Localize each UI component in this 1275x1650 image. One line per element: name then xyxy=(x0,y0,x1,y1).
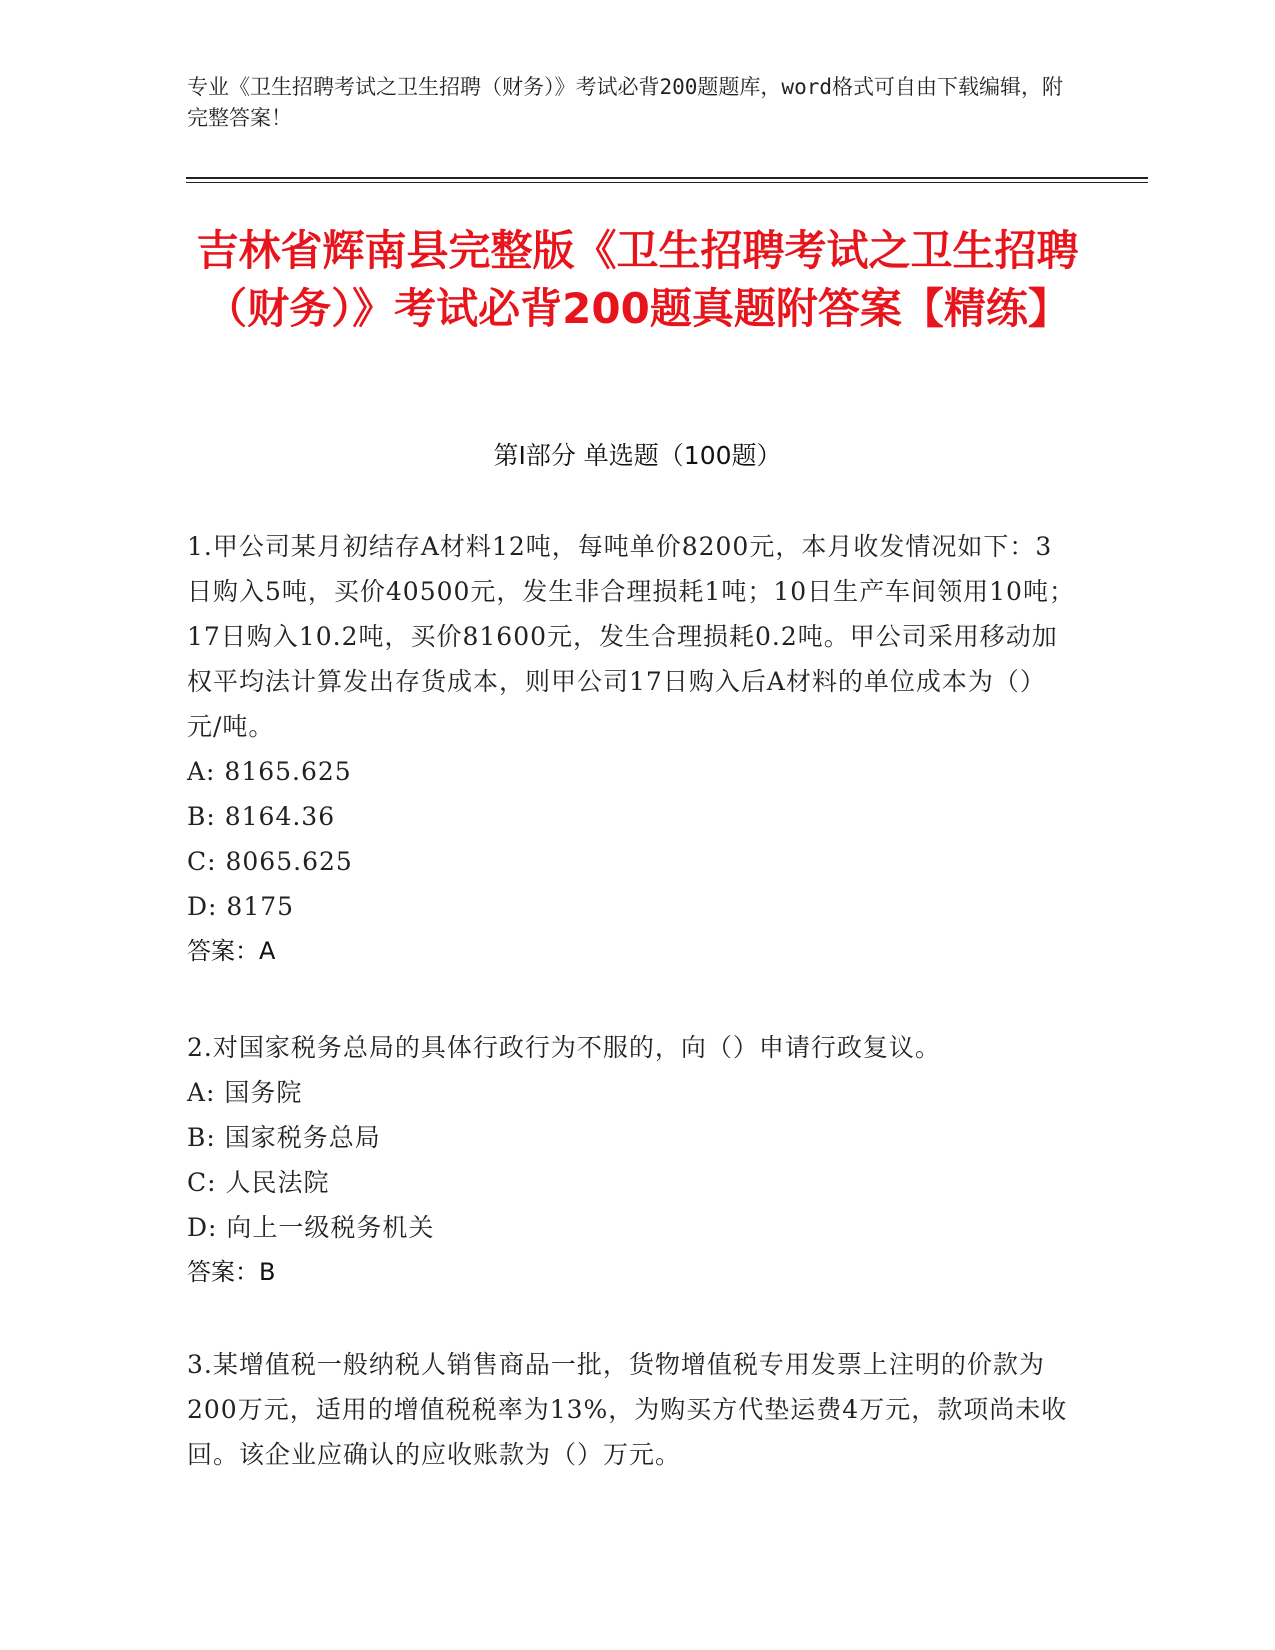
question-stem: 2.对国家税务总局的具体行政行为不服的，向（）申请行政复议。 xyxy=(187,1033,941,1062)
question-stem: 3.某增值税一般纳税人销售商品一批，货物增值税专用发票上注明的价款为200万元，适用的增值税税率为13%，为购买方代垫运费4万元，款项尚未收回。该企业应确认的应收账款为（）万元。 xyxy=(187,1350,1068,1469)
option-a: A: 8165.625 xyxy=(187,757,352,786)
question-stem: 1.甲公司某月初结存A材料12吨，每吨单价8200元，本月收发情况如下：3日购入5吨，买价40500元，发生非合理损耗1吨；10日生产车间领用10吨；17日购入10.2吨，买价81600元，发生合理损耗0.2吨。甲公司采用移动加权平均法计算发出存货成本，则甲公司17日购入后A材料的单位成本为（）元/吨。 xyxy=(187,532,1075,741)
question-3 xyxy=(187,1342,1077,1477)
question-1 xyxy=(187,524,1077,974)
section-heading: 第I部分 单选题（100题） xyxy=(493,441,782,470)
question-2 xyxy=(187,1025,1077,1295)
option-c: C: 人民法院 xyxy=(187,1168,330,1197)
option-c: C: 8065.625 xyxy=(187,847,353,876)
option-b: B: 8164.36 xyxy=(187,802,336,831)
answer-line: 答案：B xyxy=(187,1258,276,1286)
header-divider xyxy=(186,177,1148,179)
document-title: 吉林省辉南县完整版《卫生招聘考试之卫生招聘（财务）》考试必背200题真题附答案【精练】 xyxy=(196,226,1079,333)
header-divider-thin xyxy=(186,182,1148,183)
answer-line: 答案：A xyxy=(187,937,276,965)
option-d: D: 向上一级税务机关 xyxy=(187,1213,435,1242)
option-d: D: 8175 xyxy=(187,892,295,921)
option-a: A: 国务院 xyxy=(187,1078,303,1107)
header-note: 专业《卫生招聘考试之卫生招聘（财务）》考试必背200题题库，word格式可自由下载编辑，附完整答案！ xyxy=(187,75,1063,130)
option-b: B: 国家税务总局 xyxy=(187,1123,381,1152)
